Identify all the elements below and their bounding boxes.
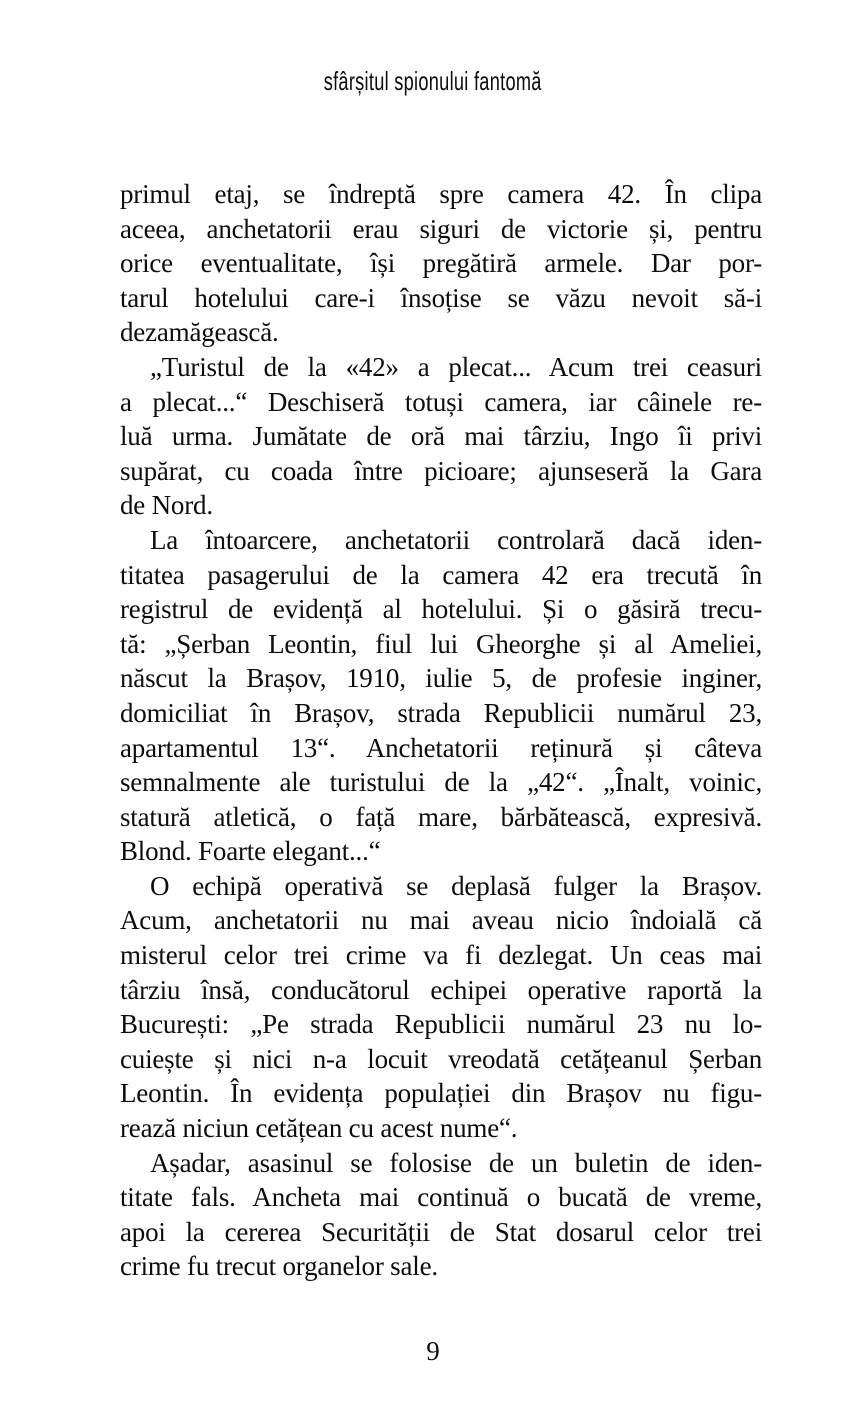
text-line: cuiește și nici n-a locuit vreodată cetățeanul Șerban (120, 1043, 762, 1074)
text-line: registrul de evidență al hotelului. Și o găsiră trecu- (120, 594, 762, 625)
text-line: supărat, cu coada între picioare; ajunseseră la Gara (120, 455, 762, 486)
text-line: statură atletică, o față mare, bărbătească, expresivă. (120, 801, 762, 832)
text-line: primul etaj, se îndreptă spre camera 42. În clipa (120, 179, 762, 209)
text-line: O echipă operativă se deplasă fulger la Brașov. (150, 870, 762, 901)
text-line: apartamentul 13“. Anchetatorii reținură și câteva (120, 732, 762, 763)
text-line: La întoarcere, anchetatorii controlară dacă iden- (150, 524, 762, 555)
text-line: semnalmente ale turistului de la „42“. „Înalt, voinic, (120, 767, 762, 798)
text-line: Așadar, asasinul se folosise de un buletin de iden- (150, 1147, 762, 1178)
running-title: sfârșitul spionului fantomă (324, 66, 542, 96)
page-number: 9 (426, 1336, 440, 1366)
text-line: născut la Brașov, 1910, iulie 5, de profesie inginer, (120, 663, 762, 694)
text-line: tarul hotelului care-i însoțise se văzu nevoit să-i (120, 282, 762, 313)
text-line: „Turistul de la «42» a plecat... Acum trei ceasuri (150, 351, 762, 382)
text-line: Acum, anchetatorii nu mai aveau nicio îndoială că (120, 905, 762, 936)
text-line: titatea pasagerului de la camera 42 era trecută în (120, 559, 762, 590)
text-line: București: „Pe strada Republicii numărul 23 nu lo- (120, 1009, 762, 1040)
text-line: misterul celor trei crime va fi dezlegat. Un ceas mai (120, 940, 762, 971)
running-header (0, 66, 866, 97)
text-line: tă: „Șerban Leontin, fiul lui Gheorghe și al Ameliei, (120, 628, 762, 659)
text-line: orice eventualitate, își pregătiră armele. Dar por- (120, 248, 762, 279)
text-line: a plecat...“ Deschiseră totuși camera, iar câinele re- (120, 386, 762, 417)
text-line: luă urma. Jumătate de oră mai târziu, Ingo îi privi (120, 421, 762, 452)
text-line: dezamăgească. (120, 317, 279, 348)
text-line: apoi la cererea Securității de Stat dosarul celor trei (120, 1216, 762, 1247)
text-line: titate fals. Ancheta mai continuă o bucată de vreme, (120, 1182, 762, 1213)
text-line: rează niciun cetățean cu acest nume“. (120, 1113, 518, 1144)
text-line: târziu însă, conducătorul echipei operative raportă la (120, 974, 762, 1005)
text-line: crime fu trecut organelor sale. (120, 1251, 438, 1282)
text-line: aceea, anchetatorii erau siguri de victorie și, pentru (120, 213, 762, 244)
text-block (120, 177, 762, 1284)
text-line: Leontin. În evidența populației din Brașov nu figu- (120, 1078, 762, 1109)
text-line: Blond. Foarte elegant...“ (120, 836, 381, 867)
text-line: de Nord. (120, 490, 213, 521)
text-line: domiciliat în Brașov, strada Republicii numărul 23, (120, 697, 762, 728)
